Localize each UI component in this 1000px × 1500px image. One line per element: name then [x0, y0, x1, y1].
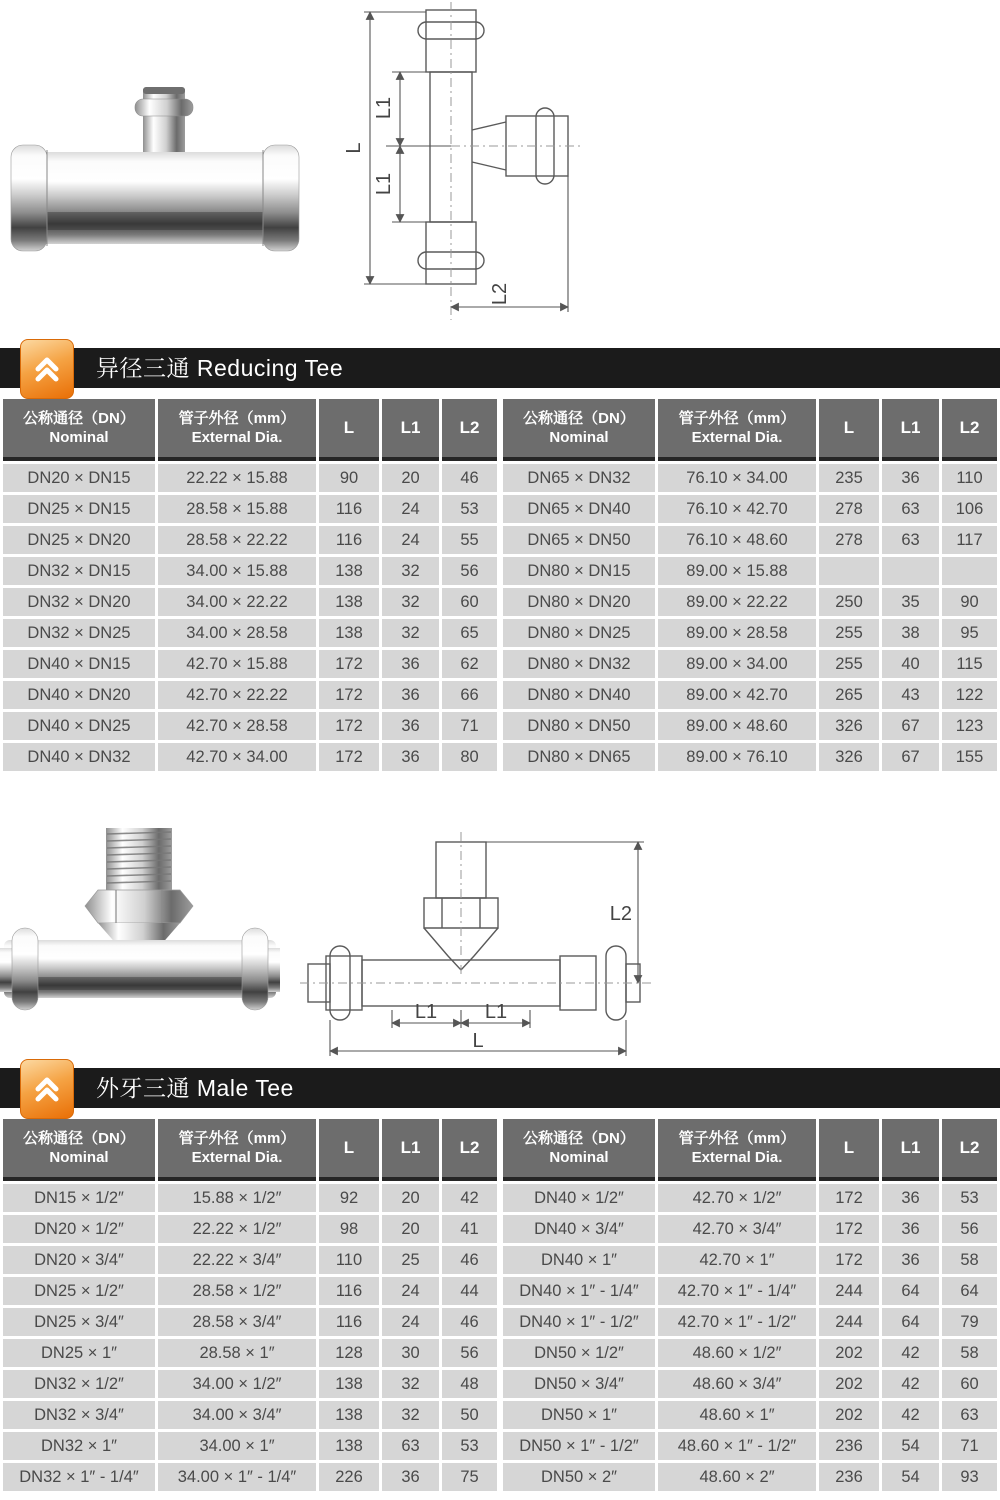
table-cell: 60 — [942, 1370, 997, 1398]
table-cell: 116 — [319, 1277, 379, 1305]
table-cell: 76.10 × 34.00 — [658, 464, 816, 492]
table-row — [503, 681, 997, 709]
reducing-tee-drawing — [330, 2, 690, 334]
table-cell: 53 — [442, 1432, 497, 1460]
double-chevron-up-icon — [33, 355, 61, 383]
table-cell: 64 — [942, 1277, 997, 1305]
table-cell: 90 — [942, 588, 997, 616]
table-cell: 36 — [382, 650, 439, 678]
table-cell: 250 — [819, 588, 879, 616]
table-cell: DN40 × 3/4″ — [503, 1215, 655, 1243]
col-header-l1: L1 — [382, 1119, 439, 1181]
table-row — [3, 712, 497, 740]
table-cell: 138 — [319, 1432, 379, 1460]
reducing-tee-table-right — [500, 396, 1000, 774]
table-cell: 20 — [382, 1184, 439, 1212]
table-row — [3, 743, 497, 771]
table-cell: 226 — [319, 1463, 379, 1491]
table-cell: 90 — [319, 464, 379, 492]
table-cell: 36 — [382, 743, 439, 771]
table-cell: 128 — [319, 1339, 379, 1367]
table-cell: 92 — [319, 1184, 379, 1212]
table-cell: 53 — [442, 495, 497, 523]
table-row — [503, 743, 997, 771]
table-cell: 46 — [442, 464, 497, 492]
table-cell: 63 — [882, 526, 939, 554]
table-cell: 62 — [442, 650, 497, 678]
table-cell: 48.60 × 1″ — [658, 1401, 816, 1429]
table-row — [503, 495, 997, 523]
table-cell: DN65 × DN32 — [503, 464, 655, 492]
table-cell: 138 — [319, 619, 379, 647]
table-cell: 66 — [442, 681, 497, 709]
table-cell: 89.00 × 42.70 — [658, 681, 816, 709]
col-header-l: L — [819, 1119, 879, 1181]
table-row — [503, 1432, 997, 1460]
dim-label-l1-right: L1 — [484, 1001, 508, 1023]
table-cell: 36 — [882, 464, 939, 492]
table-cell: 43 — [882, 681, 939, 709]
table-cell: 326 — [819, 712, 879, 740]
col-header-dia: 管子外径（mm） External Dia. — [158, 1119, 316, 1181]
table-cell: 89.00 × 34.00 — [658, 650, 816, 678]
table-cell: 32 — [382, 1370, 439, 1398]
table-cell: 138 — [319, 1401, 379, 1429]
table-cell: 122 — [942, 681, 997, 709]
table-row — [3, 1339, 497, 1367]
table-cell: DN32 × 3/4″ — [3, 1401, 155, 1429]
table-cell: DN25 × 1/2″ — [3, 1277, 155, 1305]
table-cell — [882, 557, 939, 585]
table-cell: 54 — [882, 1463, 939, 1491]
table-cell: DN80 × DN32 — [503, 650, 655, 678]
table-cell: 172 — [819, 1215, 879, 1243]
table-cell: 117 — [942, 526, 997, 554]
table-row — [503, 1215, 997, 1243]
table-cell: 71 — [942, 1432, 997, 1460]
table-cell: 265 — [819, 681, 879, 709]
table-row — [3, 1370, 497, 1398]
male-tee-table — [0, 1116, 1000, 1494]
table-cell: DN50 × 1″ — [503, 1401, 655, 1429]
table-cell: DN32 × 1″ - 1/4″ — [3, 1463, 155, 1491]
table-cell: 53 — [942, 1184, 997, 1212]
reducing-tee-table — [0, 396, 1000, 774]
table-row — [503, 1370, 997, 1398]
dim-label-l1-top: L1 — [373, 96, 395, 120]
table-cell: 76.10 × 48.60 — [658, 526, 816, 554]
table-cell: 41 — [442, 1215, 497, 1243]
table-cell: 42 — [882, 1370, 939, 1398]
table-cell: 46 — [442, 1308, 497, 1336]
table-header-row — [503, 399, 997, 461]
table-cell: 76.10 × 42.70 — [658, 495, 816, 523]
table-row — [503, 712, 997, 740]
dim-label-l: L — [472, 1030, 484, 1052]
table-cell: 63 — [942, 1401, 997, 1429]
table-row — [503, 526, 997, 554]
table-cell: 48.60 × 2″ — [658, 1463, 816, 1491]
table-row — [503, 1246, 997, 1274]
table-cell: 48.60 × 3/4″ — [658, 1370, 816, 1398]
table-cell: 115 — [942, 650, 997, 678]
table-cell: DN80 × DN25 — [503, 619, 655, 647]
table-cell: 48 — [442, 1370, 497, 1398]
table-cell: 36 — [882, 1215, 939, 1243]
reducing-tee-photo — [10, 62, 300, 262]
section-title-en: Reducing Tee — [196, 355, 344, 381]
table-row — [3, 1401, 497, 1429]
table-cell: DN40 × DN15 — [3, 650, 155, 678]
table-cell: 116 — [319, 526, 379, 554]
col-header-nominal: 公称通径（DN） Nominal — [503, 1119, 655, 1181]
table-row — [503, 588, 997, 616]
table-cell: 20 — [382, 464, 439, 492]
table-cell: 22.22 × 1/2″ — [158, 1215, 316, 1243]
table-cell: 172 — [319, 650, 379, 678]
table-cell: DN40 × 1″ - 1/2″ — [503, 1308, 655, 1336]
table-cell: 30 — [382, 1339, 439, 1367]
table-cell: 67 — [882, 743, 939, 771]
table-cell: DN25 × DN20 — [3, 526, 155, 554]
double-chevron-up-icon — [33, 1075, 61, 1103]
table-row — [3, 1246, 497, 1274]
table-cell: DN50 × 2″ — [503, 1463, 655, 1491]
table-cell: 60 — [442, 588, 497, 616]
table-cell: DN50 × 3/4″ — [503, 1370, 655, 1398]
table-cell: 278 — [819, 495, 879, 523]
table-cell: DN80 × DN40 — [503, 681, 655, 709]
section-title — [96, 348, 343, 388]
col-header-l2: L2 — [942, 399, 997, 461]
col-header-nominal: 公称通径（DN） Nominal — [503, 399, 655, 461]
col-header-l: L — [319, 399, 379, 461]
table-cell: 202 — [819, 1401, 879, 1429]
table-cell: 42.70 × 1″ - 1/2″ — [658, 1308, 816, 1336]
reducing-tee-banner — [0, 348, 1000, 388]
table-cell: 28.58 × 3/4″ — [158, 1308, 316, 1336]
table-cell: DN20 × 1/2″ — [3, 1215, 155, 1243]
table-cell: DN80 × DN65 — [503, 743, 655, 771]
table-row — [3, 1277, 497, 1305]
table-row — [503, 1463, 997, 1491]
col-header-nominal: 公称通径（DN） Nominal — [3, 399, 155, 461]
table-row — [3, 681, 497, 709]
table-cell: 42.70 × 1″ — [658, 1246, 816, 1274]
table-row — [503, 1277, 997, 1305]
table-cell: 42.70 × 1″ - 1/4″ — [658, 1277, 816, 1305]
table-cell: 36 — [382, 681, 439, 709]
table-cell: DN40 × 1″ — [503, 1246, 655, 1274]
col-header-l2: L2 — [942, 1119, 997, 1181]
table-cell: DN20 × 3/4″ — [3, 1246, 155, 1274]
table-cell: 79 — [942, 1308, 997, 1336]
table-cell: DN80 × DN50 — [503, 712, 655, 740]
table-cell: 71 — [442, 712, 497, 740]
table-cell: 24 — [382, 526, 439, 554]
table-cell: 32 — [382, 557, 439, 585]
table-cell: 34.00 × 22.22 — [158, 588, 316, 616]
table-cell: DN32 × DN25 — [3, 619, 155, 647]
table-cell: 67 — [882, 712, 939, 740]
table-header-row — [3, 399, 497, 461]
table-cell: 172 — [319, 743, 379, 771]
table-row — [503, 1401, 997, 1429]
dim-label-l2: L2 — [489, 282, 511, 306]
table-cell: 35 — [882, 588, 939, 616]
table-cell: 56 — [942, 1215, 997, 1243]
male-tee-table-right — [500, 1116, 1000, 1494]
col-header-l1: L1 — [382, 399, 439, 461]
table-cell: 89.00 × 28.58 — [658, 619, 816, 647]
table-cell: 36 — [382, 1463, 439, 1491]
table-row — [3, 650, 497, 678]
table-cell: 172 — [819, 1246, 879, 1274]
table-cell: 110 — [942, 464, 997, 492]
table-row — [3, 1215, 497, 1243]
table-cell: 58 — [942, 1339, 997, 1367]
table-row — [3, 557, 497, 585]
dim-label-l: L — [343, 142, 365, 154]
table-cell: DN65 × DN50 — [503, 526, 655, 554]
table-cell: 48.60 × 1/2″ — [658, 1339, 816, 1367]
table-cell: 44 — [442, 1277, 497, 1305]
table-cell: DN50 × 1/2″ — [503, 1339, 655, 1367]
col-header-l2: L2 — [442, 399, 497, 461]
table-cell: 64 — [882, 1308, 939, 1336]
table-row — [503, 464, 997, 492]
table-cell: 56 — [442, 557, 497, 585]
table-row — [503, 650, 997, 678]
table-cell: 42 — [882, 1339, 939, 1367]
dim-label-l1-left: L1 — [414, 1001, 438, 1023]
table-cell: 15.88 × 1/2″ — [158, 1184, 316, 1212]
table-cell: 138 — [319, 1370, 379, 1398]
table-cell: 65 — [442, 619, 497, 647]
table-cell: 123 — [942, 712, 997, 740]
table-cell: 116 — [319, 495, 379, 523]
col-header-l2: L2 — [442, 1119, 497, 1181]
table-cell: 42.70 × 28.58 — [158, 712, 316, 740]
table-cell: DN80 × DN15 — [503, 557, 655, 585]
table-cell: 236 — [819, 1432, 879, 1460]
table-cell: 75 — [442, 1463, 497, 1491]
table-cell: 34.00 × 1″ - 1/4″ — [158, 1463, 316, 1491]
table-cell: 24 — [382, 1308, 439, 1336]
table-cell: 244 — [819, 1277, 879, 1305]
table-cell: DN20 × DN15 — [3, 464, 155, 492]
col-header-nominal: 公称通径（DN） Nominal — [3, 1119, 155, 1181]
section-title — [96, 1068, 294, 1108]
table-cell: 34.00 × 1″ — [158, 1432, 316, 1460]
table-cell: 50 — [442, 1401, 497, 1429]
table-cell: 42 — [882, 1401, 939, 1429]
table-cell: 36 — [382, 712, 439, 740]
table-cell: 54 — [882, 1432, 939, 1460]
table-cell: 20 — [382, 1215, 439, 1243]
table-row — [3, 619, 497, 647]
table-cell: 172 — [319, 712, 379, 740]
table-cell: DN32 × 1/2″ — [3, 1370, 155, 1398]
table-cell: 98 — [319, 1215, 379, 1243]
col-header-l: L — [319, 1119, 379, 1181]
table-cell: 106 — [942, 495, 997, 523]
table-cell: DN50 × 1″ - 1/2″ — [503, 1432, 655, 1460]
table-cell: DN25 × 3/4″ — [3, 1308, 155, 1336]
table-cell: 46 — [442, 1246, 497, 1274]
table-cell: 42.70 × 3/4″ — [658, 1215, 816, 1243]
table-cell: 32 — [382, 1401, 439, 1429]
reducing-tee-table-left — [0, 396, 500, 774]
table-row — [3, 1184, 497, 1212]
table-cell: DN15 × 1/2″ — [3, 1184, 155, 1212]
table-cell: 22.22 × 15.88 — [158, 464, 316, 492]
table-cell: 138 — [319, 588, 379, 616]
col-header-l1: L1 — [882, 1119, 939, 1181]
table-cell: 172 — [319, 681, 379, 709]
male-tee-photo — [0, 822, 280, 1014]
dim-label-l2: L2 — [609, 903, 632, 925]
table-cell: 278 — [819, 526, 879, 554]
table-cell: 235 — [819, 464, 879, 492]
table-cell: 36 — [882, 1184, 939, 1212]
table-cell: DN25 × 1″ — [3, 1339, 155, 1367]
table-cell: DN40 × 1″ - 1/4″ — [503, 1277, 655, 1305]
table-row — [3, 464, 497, 492]
table-cell: 34.00 × 15.88 — [158, 557, 316, 585]
col-header-l1: L1 — [882, 399, 939, 461]
table-cell: 58 — [942, 1246, 997, 1274]
table-cell: 95 — [942, 619, 997, 647]
table-cell: 25 — [382, 1246, 439, 1274]
dim-label-l1-bottom: L1 — [373, 172, 395, 196]
table-cell: 202 — [819, 1370, 879, 1398]
table-cell: 56 — [442, 1339, 497, 1367]
table-cell: 116 — [319, 1308, 379, 1336]
table-cell: DN32 × DN20 — [3, 588, 155, 616]
table-row — [3, 526, 497, 554]
col-header-dia: 管子外径（mm） External Dia. — [658, 399, 816, 461]
table-row — [503, 1184, 997, 1212]
table-header-row — [3, 1119, 497, 1181]
table-cell: 64 — [882, 1277, 939, 1305]
table-row — [503, 1308, 997, 1336]
table-cell: 138 — [319, 557, 379, 585]
table-cell: 40 — [882, 650, 939, 678]
section-title-cn: 外牙三通 — [96, 1075, 190, 1101]
table-row — [503, 1339, 997, 1367]
table-cell: 42.70 × 22.22 — [158, 681, 316, 709]
table-cell — [819, 557, 879, 585]
table-cell: 28.58 × 1/2″ — [158, 1277, 316, 1305]
section-title-en: Male Tee — [196, 1075, 294, 1101]
table-cell: DN40 × DN32 — [3, 743, 155, 771]
table-cell — [942, 557, 997, 585]
section-tab — [20, 339, 74, 399]
table-cell: 28.58 × 1″ — [158, 1339, 316, 1367]
table-cell: 326 — [819, 743, 879, 771]
table-cell: 42.70 × 1/2″ — [658, 1184, 816, 1212]
table-cell: 42 — [442, 1184, 497, 1212]
col-header-dia: 管子外径（mm） External Dia. — [658, 1119, 816, 1181]
table-cell: 22.22 × 3/4″ — [158, 1246, 316, 1274]
table-row — [503, 557, 997, 585]
table-cell: 38 — [882, 619, 939, 647]
table-row — [3, 588, 497, 616]
table-cell: DN40 × DN25 — [3, 712, 155, 740]
table-cell: 32 — [382, 619, 439, 647]
table-header-row — [503, 1119, 997, 1181]
table-cell: 34.00 × 1/2″ — [158, 1370, 316, 1398]
table-cell: DN32 × 1″ — [3, 1432, 155, 1460]
table-cell: 236 — [819, 1463, 879, 1491]
table-cell: 80 — [442, 743, 497, 771]
table-cell: DN65 × DN40 — [503, 495, 655, 523]
table-cell: 55 — [442, 526, 497, 554]
table-row — [3, 495, 497, 523]
table-row — [3, 1463, 497, 1491]
male-tee-banner — [0, 1068, 1000, 1108]
table-cell: 255 — [819, 619, 879, 647]
table-cell: 34.00 × 28.58 — [158, 619, 316, 647]
section-title-cn: 异径三通 — [96, 355, 190, 381]
table-cell: 36 — [882, 1246, 939, 1274]
table-cell: 28.58 × 22.22 — [158, 526, 316, 554]
table-row — [503, 619, 997, 647]
table-cell: 89.00 × 48.60 — [658, 712, 816, 740]
table-cell: 110 — [319, 1246, 379, 1274]
table-cell: 24 — [382, 495, 439, 523]
table-cell: DN32 × DN15 — [3, 557, 155, 585]
table-cell: 155 — [942, 743, 997, 771]
col-header-l: L — [819, 399, 879, 461]
table-cell: DN25 × DN15 — [3, 495, 155, 523]
table-cell: 89.00 × 22.22 — [658, 588, 816, 616]
table-cell: 202 — [819, 1339, 879, 1367]
male-tee-table-left — [0, 1116, 500, 1494]
table-cell: 89.00 × 76.10 — [658, 743, 816, 771]
table-cell: 63 — [882, 495, 939, 523]
col-header-dia: 管子外径（mm） External Dia. — [158, 399, 316, 461]
table-cell: DN40 × 1/2″ — [503, 1184, 655, 1212]
table-cell: 24 — [382, 1277, 439, 1305]
table-cell: 34.00 × 3/4″ — [158, 1401, 316, 1429]
section-tab — [20, 1059, 74, 1119]
table-cell: 42.70 × 34.00 — [158, 743, 316, 771]
table-cell: 172 — [819, 1184, 879, 1212]
table-cell: 89.00 × 15.88 — [658, 557, 816, 585]
table-cell: 42.70 × 15.88 — [158, 650, 316, 678]
table-row — [3, 1308, 497, 1336]
table-cell: 28.58 × 15.88 — [158, 495, 316, 523]
table-cell: 32 — [382, 588, 439, 616]
table-cell: DN80 × DN20 — [503, 588, 655, 616]
table-cell: DN40 × DN20 — [3, 681, 155, 709]
male-tee-drawing — [300, 828, 660, 1063]
table-row — [3, 1432, 497, 1460]
table-cell: 63 — [382, 1432, 439, 1460]
table-cell: 244 — [819, 1308, 879, 1336]
table-cell: 48.60 × 1″ - 1/2″ — [658, 1432, 816, 1460]
table-cell: 255 — [819, 650, 879, 678]
table-cell: 93 — [942, 1463, 997, 1491]
